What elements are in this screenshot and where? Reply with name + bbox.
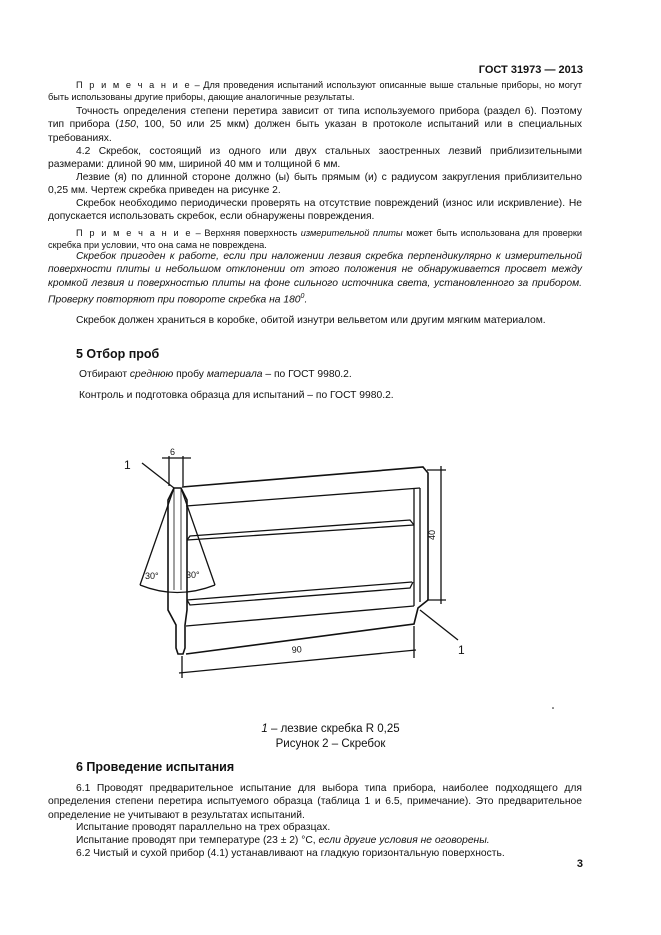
figure-caption: Рисунок 2 – Скребок: [275, 738, 386, 750]
text: Испытание проводят при температуре (23 ± 2) °С,: [76, 835, 319, 846]
section-5-title: 5 Отбор проб: [76, 347, 160, 361]
note-text: – Для проведения испытаний используют описанные выше стальные приборы, но могут быть использованы другие приборы, дающие аналогичные результаты.: [48, 80, 582, 102]
text-italic: измерительной плиты: [300, 228, 403, 238]
text: .: [304, 294, 308, 306]
figure-legend: [0, 722, 661, 736]
angle-right-label: 30°: [186, 570, 200, 580]
paragraph-parallel: Испытание проводят параллельно на трех образцах.: [76, 822, 331, 833]
text: пробу: [173, 369, 207, 380]
text-italic: среднюю: [129, 369, 174, 380]
paragraph-storage: Скребок должен храниться в коробке, обитой изнутри вельветом или другим мягким материалом.: [76, 315, 546, 326]
paragraph-temperature: [48, 834, 582, 847]
section-6-title: 6 Проведение испытания: [76, 760, 235, 774]
callout-top: 1: [124, 458, 131, 472]
paragraph-blade: Лезвие (я) по длинной стороне должно (ы) быть прямым (и) с радиусом закругления приблизительно 0,25 мм. Чертеж скребка приведен на рисунке 2.: [48, 172, 582, 197]
callout-bottom: 1: [458, 643, 465, 657]
text: Точность определения степени перетира зависит от типа используемого прибора (раздел 6). Поэтому тип прибора (: [48, 106, 582, 131]
dim-length-label: 90: [291, 644, 303, 655]
legend-number: 1: [261, 723, 268, 735]
note-label: П р и м е ч а н и е: [76, 80, 192, 90]
paragraph-6-2: 6.2 Чистый и сухой прибор (4.1) устанавливают на гладкую горизонтальную поверхность.: [76, 848, 505, 859]
document-header: ГОСТ 31973 — 2013: [478, 64, 583, 76]
text: , 100, 50 или 25 мкм) должен быть указан в протоколе испытаний или в специальных требованиях.: [48, 119, 582, 144]
legend-text: – лезвие скребка R 0,25: [267, 723, 400, 735]
text: – по ГОСТ 9980.2.: [262, 369, 352, 380]
text-italic: 150: [118, 119, 136, 131]
text: Отбирают: [79, 369, 130, 380]
dim-thickness-label: 6: [170, 447, 176, 457]
text-italic: если другие условия не оговорены.: [318, 835, 490, 846]
page-number: 3: [576, 858, 583, 870]
paragraph-preparation: Контроль и подготовка образца для испытаний – по ГОСТ 9980.2.: [79, 390, 394, 401]
angle-left-label: 30°: [145, 571, 159, 581]
superscript: 0: [300, 293, 305, 301]
speck: [552, 707, 554, 709]
text: может быть использована для проверки скребка при условии, что она сама не повреждена.: [48, 228, 583, 250]
paragraph-6-1: 6.1 Проводят предварительное испытание для выбора типа прибора, наиболее подходящего для определения степени перетира испытуемого образца (таблица 1 и 6.5, примечание). Это предварительное определение не учитывают в результатах испытаний.: [48, 783, 582, 821]
note-label: П р и м е ч а н и е: [76, 228, 193, 238]
dim-width-label: 40: [427, 529, 437, 540]
paragraph-check: Скребок необходимо периодически проверять на отсутствие повреждений (износ или искривление). Не допускается использовать скребок, если обнаружены повреждения.: [48, 198, 582, 223]
text-italic: материала: [206, 369, 263, 380]
paragraph-4-2: 4.2 Скребок, состоящий из одного или двух стальных заостренных лезвий приблизительными размерами: длиной 90 мм, шириной 40 мм и толщиной 6 мм.: [48, 146, 582, 171]
text: Скребок пригоден к работе, если при наложении лезвия скребка перпендикулярно к измерительной поверхности плиты и небольшом отклонении от этого положения не обнаруживается просвет между кромкой лезвия и поверхностью плиты на фоне сильного источника света, установленного за прибором. Проверку повторяют при повороте скребка на 180: [48, 251, 582, 306]
text: – Верхняя поверхность: [192, 228, 301, 238]
